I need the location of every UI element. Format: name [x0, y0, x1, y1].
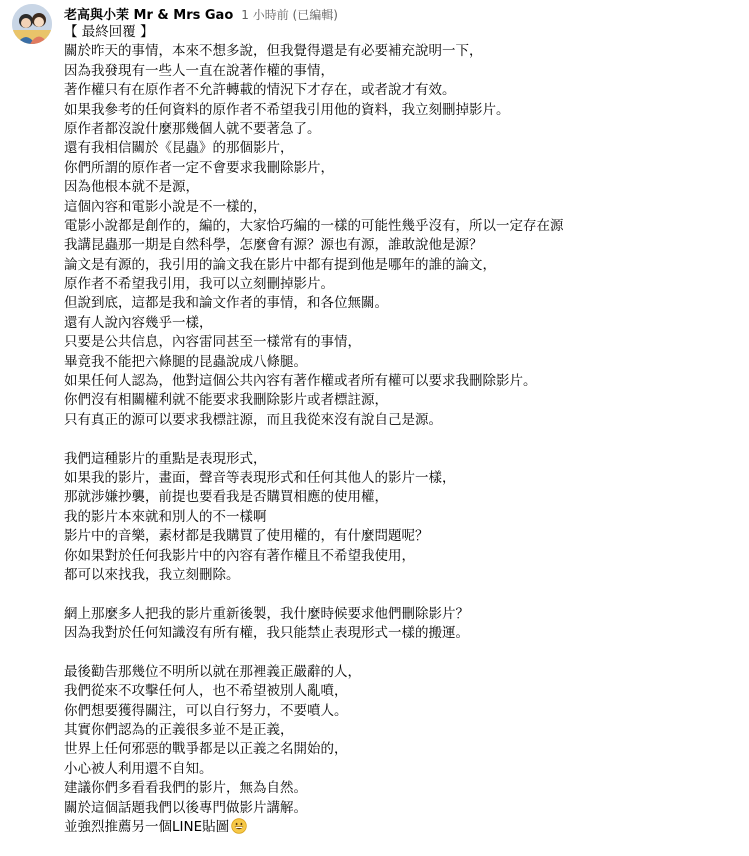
- paragraph-break: [64, 644, 749, 663]
- comment-line: 我們從來不攻擊任何人，也不希望被別人亂噴，: [64, 683, 348, 700]
- comment-line: 著作權只有在原作者不允許轉載的情況下才存在，或者說才有效。: [64, 82, 456, 99]
- comment-line: 影片中的音樂，素材都是我購買了使用權的，有什麼問題呢？: [64, 528, 429, 545]
- comment-line: 你如果對於任何我影片中的內容有著作權且不希望我使用，: [64, 547, 415, 564]
- comment-line: 還有我相信關於《昆蟲》的那個影片，: [64, 140, 294, 157]
- paragraph-break: [64, 585, 749, 604]
- comment-line: 並強烈推薦另一個LINE貼圖: [64, 818, 749, 837]
- comment-line: 原作者都沒說什麼那幾個人就不要著急了。: [64, 120, 321, 137]
- comment-author[interactable]: 老高與小茉 Mr & Mrs Gao: [64, 8, 234, 23]
- comment-line: 因為我對於任何知識沒有所有權，我只能禁止表現形式一樣的搬運。: [64, 625, 469, 642]
- comment-line: 【 最終回覆 】: [64, 24, 154, 40]
- avatar-image: [12, 4, 52, 44]
- comment-timestamp[interactable]: 1 小時前 (已編輯): [241, 8, 338, 22]
- comment-line: 如果我參考的任何資料的原作者不希望我引用他的資料，我立刻刪掉影片。: [64, 101, 510, 118]
- comment-line: 關於這個話題我們以後專門做影片講解。: [64, 799, 307, 816]
- comment-line: 這個內容和電影小說是不一樣的，: [64, 198, 267, 215]
- paragraph-break: [64, 430, 749, 449]
- comment-line: 最後勸告那幾位不明所以就在那裡義正嚴辭的人，: [64, 663, 361, 680]
- comment-line: 但說到底，這都是我和論文作者的事情，和各位無關。: [64, 295, 388, 312]
- comment-line: 只要是公共信息，內容雷同甚至一樣常有的事情，: [64, 334, 361, 351]
- comment-text: [64, 23, 749, 837]
- comment-line: 小心被人利用還不自知。: [64, 760, 213, 777]
- grinning-face-emoji: [231, 818, 247, 840]
- comment-line: 那就涉嫌抄襲，前提也要看我是否購買相應的使用權，: [64, 489, 388, 506]
- comment-line: 畢竟我不能把六條腿的昆蟲說成八條腿。: [64, 353, 307, 370]
- comment-line: 我們這種影片的重點是表現形式，: [64, 450, 267, 467]
- comment-line: 因為我發現有一些人一直在說著作權的事情，: [64, 62, 334, 79]
- comment-line: 我講昆蟲那一期是自然科學，怎麼會有源？源也有源，誰敢說他是源？: [64, 237, 483, 254]
- comment-line: 如果我的影片，畫面，聲音等表現形式和任何其他人的影片一樣，: [64, 469, 456, 486]
- comment-line: 我的影片本來就和別人的不一樣啊: [64, 508, 267, 525]
- comment-line: 只有真正的源可以要求我標註源，而且我從來沒有說自己是源。: [64, 411, 442, 428]
- comment-line: 論文是有源的，我引用的論文我在影片中都有提到他是哪年的誰的論文，: [64, 256, 496, 273]
- comment-line: 你們所謂的原作者一定不會要求我刪除影片，: [64, 159, 334, 176]
- comment-line: 你們想要獲得關注，可以自行努力，不要噴人。: [64, 702, 348, 719]
- comment-line: 關於昨天的事情，本來不想多說，但我覺得還是有必要補充說明一下，: [64, 43, 483, 60]
- comment-line: 還有人說內容幾乎一樣，: [64, 314, 213, 331]
- comment-line: 其實你們認為的正義很多並不是正義，: [64, 722, 294, 739]
- comment-line: 電影小說都是創作的，編的，大家恰巧編的一樣的可能性幾乎沒有，所以一定存在源: [64, 217, 564, 234]
- comment-line: 網上那麼多人把我的影片重新後製，我什麼時候要求他們刪除影片？: [64, 605, 469, 622]
- comment-line: 建議你們多看看我們的影片，無為自然。: [64, 780, 307, 797]
- comment-line: 如果任何人認為，他對這個公共內容有著作權或者所有權可以要求我刪除影片。: [64, 373, 537, 390]
- channel-avatar[interactable]: [12, 4, 52, 44]
- comment-line: 因為他根本就不是源，: [64, 179, 199, 196]
- comment-line: 原作者不希望我引用，我可以立刻刪掉影片。: [64, 276, 334, 293]
- comment-line: 都可以來找我，我立刻刪除。: [64, 566, 240, 583]
- comment-line: 你們沒有相關權利就不能要求我刪除影片或者標註源，: [64, 392, 388, 409]
- comment-line: 世界上任何邪惡的戰爭都是以正義之名開始的，: [64, 741, 348, 758]
- comment-header: [64, 4, 338, 22]
